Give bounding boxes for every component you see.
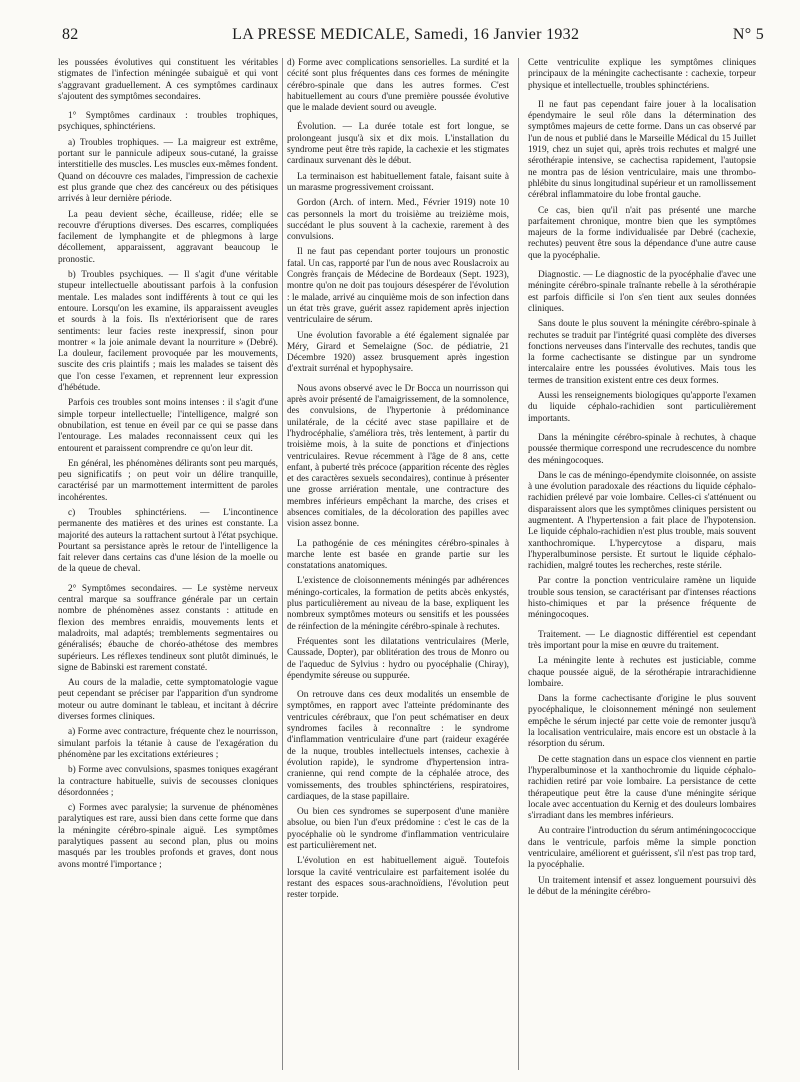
paragraph: Dans le cas de méningo-épendymite cloisonnée, on assiste à une évolution paradoxale des réactions du liquide céphalo-rachidien prélevé par voie lombaire. Celles-ci s'atténuent ou disparaissent alors que les symptômes cliniques persistent ou augmentent. A l'hypertension a fait place de l'hypotension. Le liquide céphalo-rachidien n'est plus trouble, mais souvent xanthochromique. L'hypercytose a disparu, mais l'hyperalbuminose persiste. Et surtout le liquide céphalo-rachidien, malgré toutes les recherches, reste stérile. xyxy=(528,470,756,572)
paragraph: b) Troubles psychiques. — Il s'agit d'une véritable stupeur intellectuelle aboutissant parfois à la confusion mentale. Les malades sont indifférents à tout ce qui les entoure. Lorsqu'on les examine, ils apparaissent aveugles et sourds à la fois. Ils n'extériorisent que de rares sentiments: leur facies reste inexpressif, sinon pour montrer « la joie animale devant la nourriture » (Debré). La douleur, facilement provoquée par les mouvements, suscite des cris plaintifs ; mais les malades se taisent dès que l'on cesse l'examen, et reprennent leur expression d'hébétude. xyxy=(58,270,278,394)
paragraph: a) Troubles trophiques. — La maigreur est extrême, portant sur le pannicule adipeux sous-cutané, la graisse interstitielle des muscles. Les muscles eux-mêmes fondent. Quand on découvre ces malades, l'impression de cachexie est plus grande que chez des cancéreux ou des pétisiques arrivés à leur dernière période. xyxy=(58,137,278,205)
paragraph: Au contraire l'introduction du sérum antiméningococcique dans le ventricule, parfois même la simple ponction ventriculaire, améliorent et guérissent, s'il n'est pas trop tard, la pyocéphalie. xyxy=(528,826,756,871)
issue-number: N° 5 xyxy=(732,26,764,43)
page-number: 82 xyxy=(62,26,79,43)
paragraph: Ce cas, bien qu'il n'ait pas présenté une marche parfaitement chronique, montre bien que les symptômes majeurs de la forme individualisée par Debré (cachexie, rechutes) peuvent être sous la dépendance d'une autre cause que la pyocéphalie. xyxy=(528,205,756,261)
paragraph: Il ne faut pas cependant porter toujours un pronostic fatal. Un cas, rapporté par l'un de nous avec Rouslacroix au Congrès français de Médecine de Bordeaux (Sept. 1923), montre qu'on ne doit pas toujours désespérer de l'évolution : le malade, arrivé au cinquième mois de son infection dans un état très grave, guérit assez rapidement après injection ventriculaire de sérum. xyxy=(287,247,509,326)
paragraph: Évolution. — La durée totale est fort longue, se prolongeant jusqu'à six et dix mois. L'installation du syndrome peut être très rapide, la cachexie et les stigmates cardinaux survenant dès le début. xyxy=(287,122,509,167)
paragraph: L'existence de cloisonnements méningés par adhérences méningo-corticales, la formation de petits abcès enkystés, plus particulièrement au niveau de la base, expliquent les nombreux symptômes moteurs ou sensitifs et les poussées de réinfection de la méningite cérébro-spinale à rechutes. xyxy=(287,576,509,632)
paragraph: Cette ventriculite explique les symptômes cliniques principaux de la méningite cachectisante : cachexie, torpeur physique et intellectuelle, troubles sphinctériens. xyxy=(528,58,756,91)
paragraph: 2° Symptômes secondaires. — Le système nerveux central marque sa souffrance générale par un certain nombre de phénomènes assez constants : attitude en flexion des membres enraidis, mouvements lents et maladroits, mal adaptés; tremblements segmentaires ou généralisés; ébauche de choréo-athétose des membres supérieurs. Les réflexes tendineux sont plutôt diminués, le signe de Babinski est rarement constaté. xyxy=(58,583,278,673)
paragraph: Traitement. — Le diagnostic différentiel est cependant très important pour la mise en œuvre du traitement. xyxy=(528,629,756,651)
paragraph: a) Forme avec contracture, fréquente chez le nourrisson, simulant parfois la tétanie à cause de l'exagération du phénomène par les excitations extérieures ; xyxy=(58,727,278,760)
paragraph: b) Forme avec convulsions, spasmes toniques exagérant la contracture habituelle, suivis de secousses cloniques désordonnées ; xyxy=(58,765,278,798)
paragraph: Aussi les renseignements biologiques qu'apporte l'examen du liquide céphalo-rachidien sont particulièrement importants. xyxy=(528,391,756,424)
paragraph: Sans doute le plus souvent la méningite cérébro-spinale à rechutes se traduit par l'intégrité quasi complète des diverses fonctions nerveuses dans l'intervalle des rechutes, tandis que la forme cachectisante se distingue par un syndrome intercalaire entre les poussées évolutives. Mais tous les termes de transition existent entre ces deux formes. xyxy=(528,319,756,386)
paragraph: d) Forme avec complications sensorielles. La surdité et la cécité sont plus fréquentes dans ces formes de méningite cérébro-spinale que dans les autres formes. C'est habituellement au cours d'une première poussée évolutive que le malade devient sourd ou aveugle. xyxy=(287,58,509,114)
journal-title: LA PRESSE MEDICALE, Samedi, 16 Janvier 1932 xyxy=(232,26,580,43)
paragraph: La peau devient sèche, écailleuse, ridée; elle se recouvre d'éruptions diverses. Des escarres, compliquées facilement de lymphangite et de phlegmons à large décollement, apparaissent, aggravant beaucoup le pronostic. xyxy=(58,209,278,265)
paragraph: c) Formes avec paralysie; la survenue de phénomènes paralytiques est rare, aussi bien dans cette forme que dans la méningite cérébro-spinale aiguë. Les symptômes paralytiques passent au second plan, plus ou moins masqués par les troubles profonds et graves, dont nous avons montré l'importance ; xyxy=(58,803,278,870)
page-header xyxy=(62,26,764,46)
paragraph: L'évolution en est habituellement aiguë. Toutefois lorsque la cavité ventriculaire est parfaitement isolée du restant des espaces sous-arachnoïdiens, l'évolution peut rester torpide. xyxy=(287,856,509,901)
paragraph: La pathogénie de ces méningites cérébro-spinales à marche lente est basée en grande partie sur les constatations anatomiques. xyxy=(287,538,509,572)
column-divider xyxy=(282,58,283,1070)
column-divider xyxy=(518,58,519,1070)
paragraph: Gordon (Arch. of intern. Med., Février 1919) note 10 cas personnels la mort du troisième au treizième mois, succédant le plus souvent à la cachexie, rarement à des convulsions. xyxy=(287,198,509,243)
paragraph: De cette stagnation dans un espace clos viennent en partie l'hyperalbuminose et la xanthochromie du liquide céphalo-rachidien retiré par voie lombaire. La persistance de cette thérapeutique peut être la cause d'une méningite sérique locale avec accentuation du Kernig et des douleurs lombaires s'irradiant dans les membres inférieurs. xyxy=(528,754,756,822)
text-column-1 xyxy=(58,58,278,1070)
paragraph: La méningite lente à rechutes est justiciable, comme chaque poussée aiguë, de la sérothérapie intrarachidienne lombaire. xyxy=(528,656,756,689)
paragraph: En général, les phénomènes délirants sont peu marqués, peu significatifs ; on peut voir un délire tranquille, caractérisé par un marmottement intermittent de paroles incohérentes. xyxy=(58,458,278,503)
paragraph: Dans la méningite cérébro-spinale à rechutes, à chaque poussée thermique correspond une recrudescence du nombre des méningocoques. xyxy=(528,432,756,466)
paragraph: Diagnostic. — Le diagnostic de la pyocéphalie d'avec une méningite cérébro-spinale traînante rebelle à la sérothérapie est parfois difficile si l'on s'en tient aux seules données cliniques. xyxy=(528,270,756,314)
paragraph: Ou bien ces syndromes se superposent d'une manière absolue, ou bien l'un d'eux prédomine : c'est le cas de la pyocéphalie où le syndrome d'inflammation ventriculaire est particulièrement net. xyxy=(287,807,509,851)
paragraph: La terminaison est habituellement fatale, faisant suite à un marasme progressivement croissant. xyxy=(287,171,509,193)
paragraph: Au cours de la maladie, cette symptomatologie vague peut cependant se préciser par l'apparition d'un syndrome moteur ou autre dominant le tableau, et incitant à décrire diverses formes cliniques. xyxy=(58,678,278,723)
paragraph: Nous avons observé avec le Dr Bocca un nourrisson qui après avoir présenté de l'amaigrissement, de la somnolence, des convulsions, de l'hypertonie à prédominance unilatérale, de la cécité avec stase papillaire et de l'hydrocéphalie, s'améliora très, très lentement, à partir du troisième mois, à la suite de ponctions et d'injections ventriculaires. Revue récemment à l'âge de 8 ans, cette enfant, à puberté très précoce (apparition récente des règles et des caractères sexuels secondaires), continue à présenter une grosse arriération mentale, une contracture des membres inférieurs empêchant la marche, des crises et absences comitiales, de la décoloration des papilles avec vision assez bonne. xyxy=(287,383,509,530)
paragraph: Une évolution favorable a été également signalée par Méry, Girard et Semelaigne (Soc. de pédiatrie, 21 Décembre 1920) assez brusquement après ingestion d'extrait surrénal et hypophysaire. xyxy=(287,330,509,375)
paragraph: Dans la forme cachectisante d'origine le plus souvent pyocéphalique, le cloisonnement méningé non seulement empêche le sérum injecté par cette voie de remonter jusqu'à la localisation ventriculaire, mais encore est un obstacle à la résorption du sérum. xyxy=(528,694,756,750)
paragraph: c) Troubles sphinctériens. — L'incontinence permanente des matières et des urines est constante. La majorité des auteurs la rattachent surtout à l'état psychique. Pourtant sa persistance après le retour de l'intelligence la fait relever dans certains cas d'une lésion de la moelle ou de la queue de cheval. xyxy=(58,507,278,575)
paragraph: On retrouve dans ces deux modalités un ensemble de symptômes, en rapport avec l'atteinte prédominante des ventricules cérébraux, que l'on peut schématiser en deux syndromes faciles à reconnaître : le syndrome d'inflammation ventriculaire d'une part (raideur exagérée de la nuque, troubles intellectuels intenses, cachexie à évolution rapide), le syndrome d'hypertension intra-cranienne, qui rend compte de la céphalée atroce, des vomissements, des troubles sphinctériens, respiratoires, cardiaques, de la stase papillaire. xyxy=(287,690,509,802)
paragraph: Par contre la ponction ventriculaire ramène un liquide trouble sous tension, se caractérisant par d'intenses réactions histo-chimiques et par la présence fréquente de méningocoques. xyxy=(528,576,756,621)
paragraph: les poussées évolutives qui constituent les véritables stigmates de l'infection méningée subaiguë et qui vont s'aggravant graduellement. A ces symptômes cardinaux s'ajoutent des symptômes secondaires. xyxy=(58,58,278,102)
text-column-2 xyxy=(287,58,509,1070)
text-column-3 xyxy=(528,58,756,1070)
paragraph: Il ne faut pas cependant faire jouer à la localisation épendymaire le seul rôle dans la détermination des symptômes majeurs de cette forme. Dans un cas observé par l'un de nous et publié dans le Marseille Médical du 15 Juillet 1919, chez un sujet qui, après trois rechutes et malgré une sérothérapie intensive, se cachectisa rapidement, l'autopsie ne montra pas de lésion ventriculaire, mais une thrombo-phlébite du sinus longitudinal supérieur et un ramollissement cérébral inflammatoire du lobe frontal gauche. xyxy=(528,99,756,201)
paragraph: Parfois ces troubles sont moins intenses : il s'agit d'une simple torpeur intellectuelle; l'intelligence, malgré son obnubilation, est tenue en éveil par ce qui se passe dans l'entourage. Les malades reconnaissent ceux qui les entourent et paraissent comprendre ce qu'on leur dit. xyxy=(58,398,278,454)
paragraph: Fréquentes sont les dilatations ventriculaires (Merle, Caussade, Dopter), par oblitération des trous de Monro ou de l'aqueduc de Sylvius : hydro ou pyocéphalie (Chiray), épendymite séreuse ou suppurée. xyxy=(287,636,509,681)
paragraph: 1° Symptômes cardinaux : troubles trophiques, psychiques, sphinctériens. xyxy=(58,111,278,133)
paragraph: Un traitement intensif et assez longuement poursuivi dès le début de la méningite cérébro- xyxy=(528,875,756,897)
